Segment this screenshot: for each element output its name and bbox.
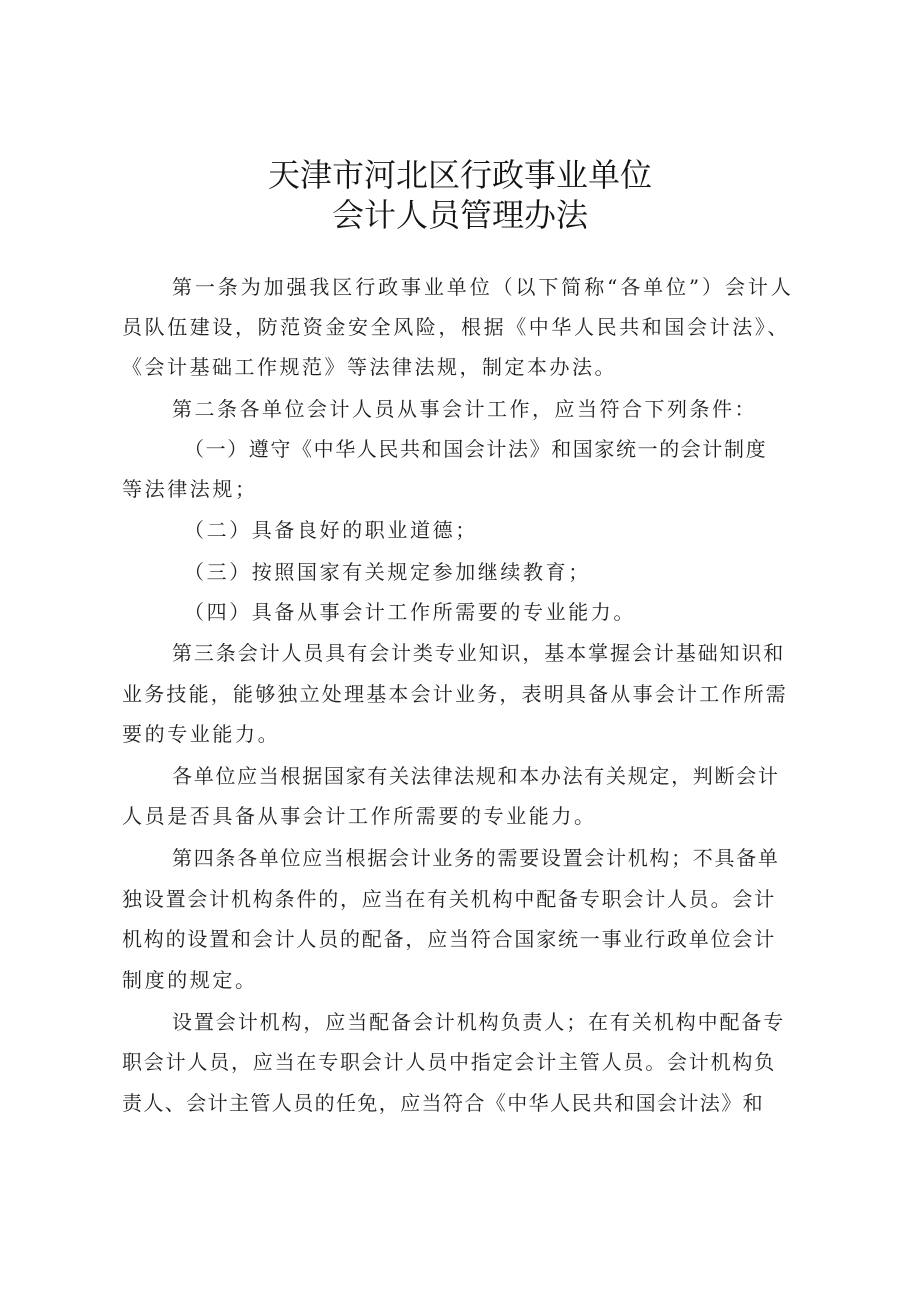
article-1-line-1: 第一条为加强我区行政事业单位（以下简称“各单位”）会计人 [172,275,794,299]
article-1-line-3: 《会计基础工作规范》等法律法规，制定本办法。 [122,355,617,379]
article-1-line-2: 员队伍建设，防范资金安全风险，根据《中华人民共和国会计法》、 [122,315,790,339]
article-4-para-2-line-3: 责人、会计主管人员的任免，应当符合《中华人民共和国会计法》和 [122,1091,764,1115]
article-2-line-1: 第二条各单位会计人员从事会计工作，应当符合下列条件： [172,397,757,421]
article-3-para-2-line-2: 人员是否具备从事会计工作所需要的专业能力。 [122,804,597,828]
article-4-line-2: 独设置会计机构条件的，应当在有关机构中配备专职会计人员。会计 [122,887,776,911]
condition-4: （四）具备从事会计工作所需要的专业能力。 [184,600,636,624]
article-4-line-1: 第四条各单位应当根据会计业务的需要设置会计机构；不具备单 [172,846,780,870]
condition-1-line-2: 等法律法规； [122,477,258,501]
article-3-line-3: 要的专业能力。 [122,722,281,746]
article-3-para-2-line-1: 各单位应当根据国家有关法律法规和本办法有关规定，判断会计 [172,764,780,788]
document-title-line-2: 会计人员管理办法 [331,196,588,234]
article-4-line-3: 机构的设置和会计人员的配备，应当符合国家统一事业行政单位会计 [122,927,776,951]
article-4-para-2-line-1: 设置会计机构，应当配备会计机构负责人；在有关机构中配备专 [172,1010,786,1034]
condition-2: （二）具备良好的职业道德； [184,518,478,542]
condition-3: （三）按照国家有关规定参加继续教育； [184,560,591,584]
article-3-line-2: 业务技能，能够独立处理基本会计业务，表明具备从事会计工作所需 [122,682,788,706]
document-title-line-1: 天津市河北区行政事业单位 [267,156,652,194]
article-4-line-4: 制度的规定。 [122,968,258,992]
article-3-line-1: 第三条会计人员具有会计类专业知识，基本掌握会计基础知识和 [172,641,786,665]
article-4-para-2-line-2: 职会计人员，应当在专职会计人员中指定会计主管人员。会计机构负 [122,1050,776,1074]
condition-1-line-1: （一）遵守《中华人民共和国会计法》和国家统一的会计制度 [184,437,768,461]
